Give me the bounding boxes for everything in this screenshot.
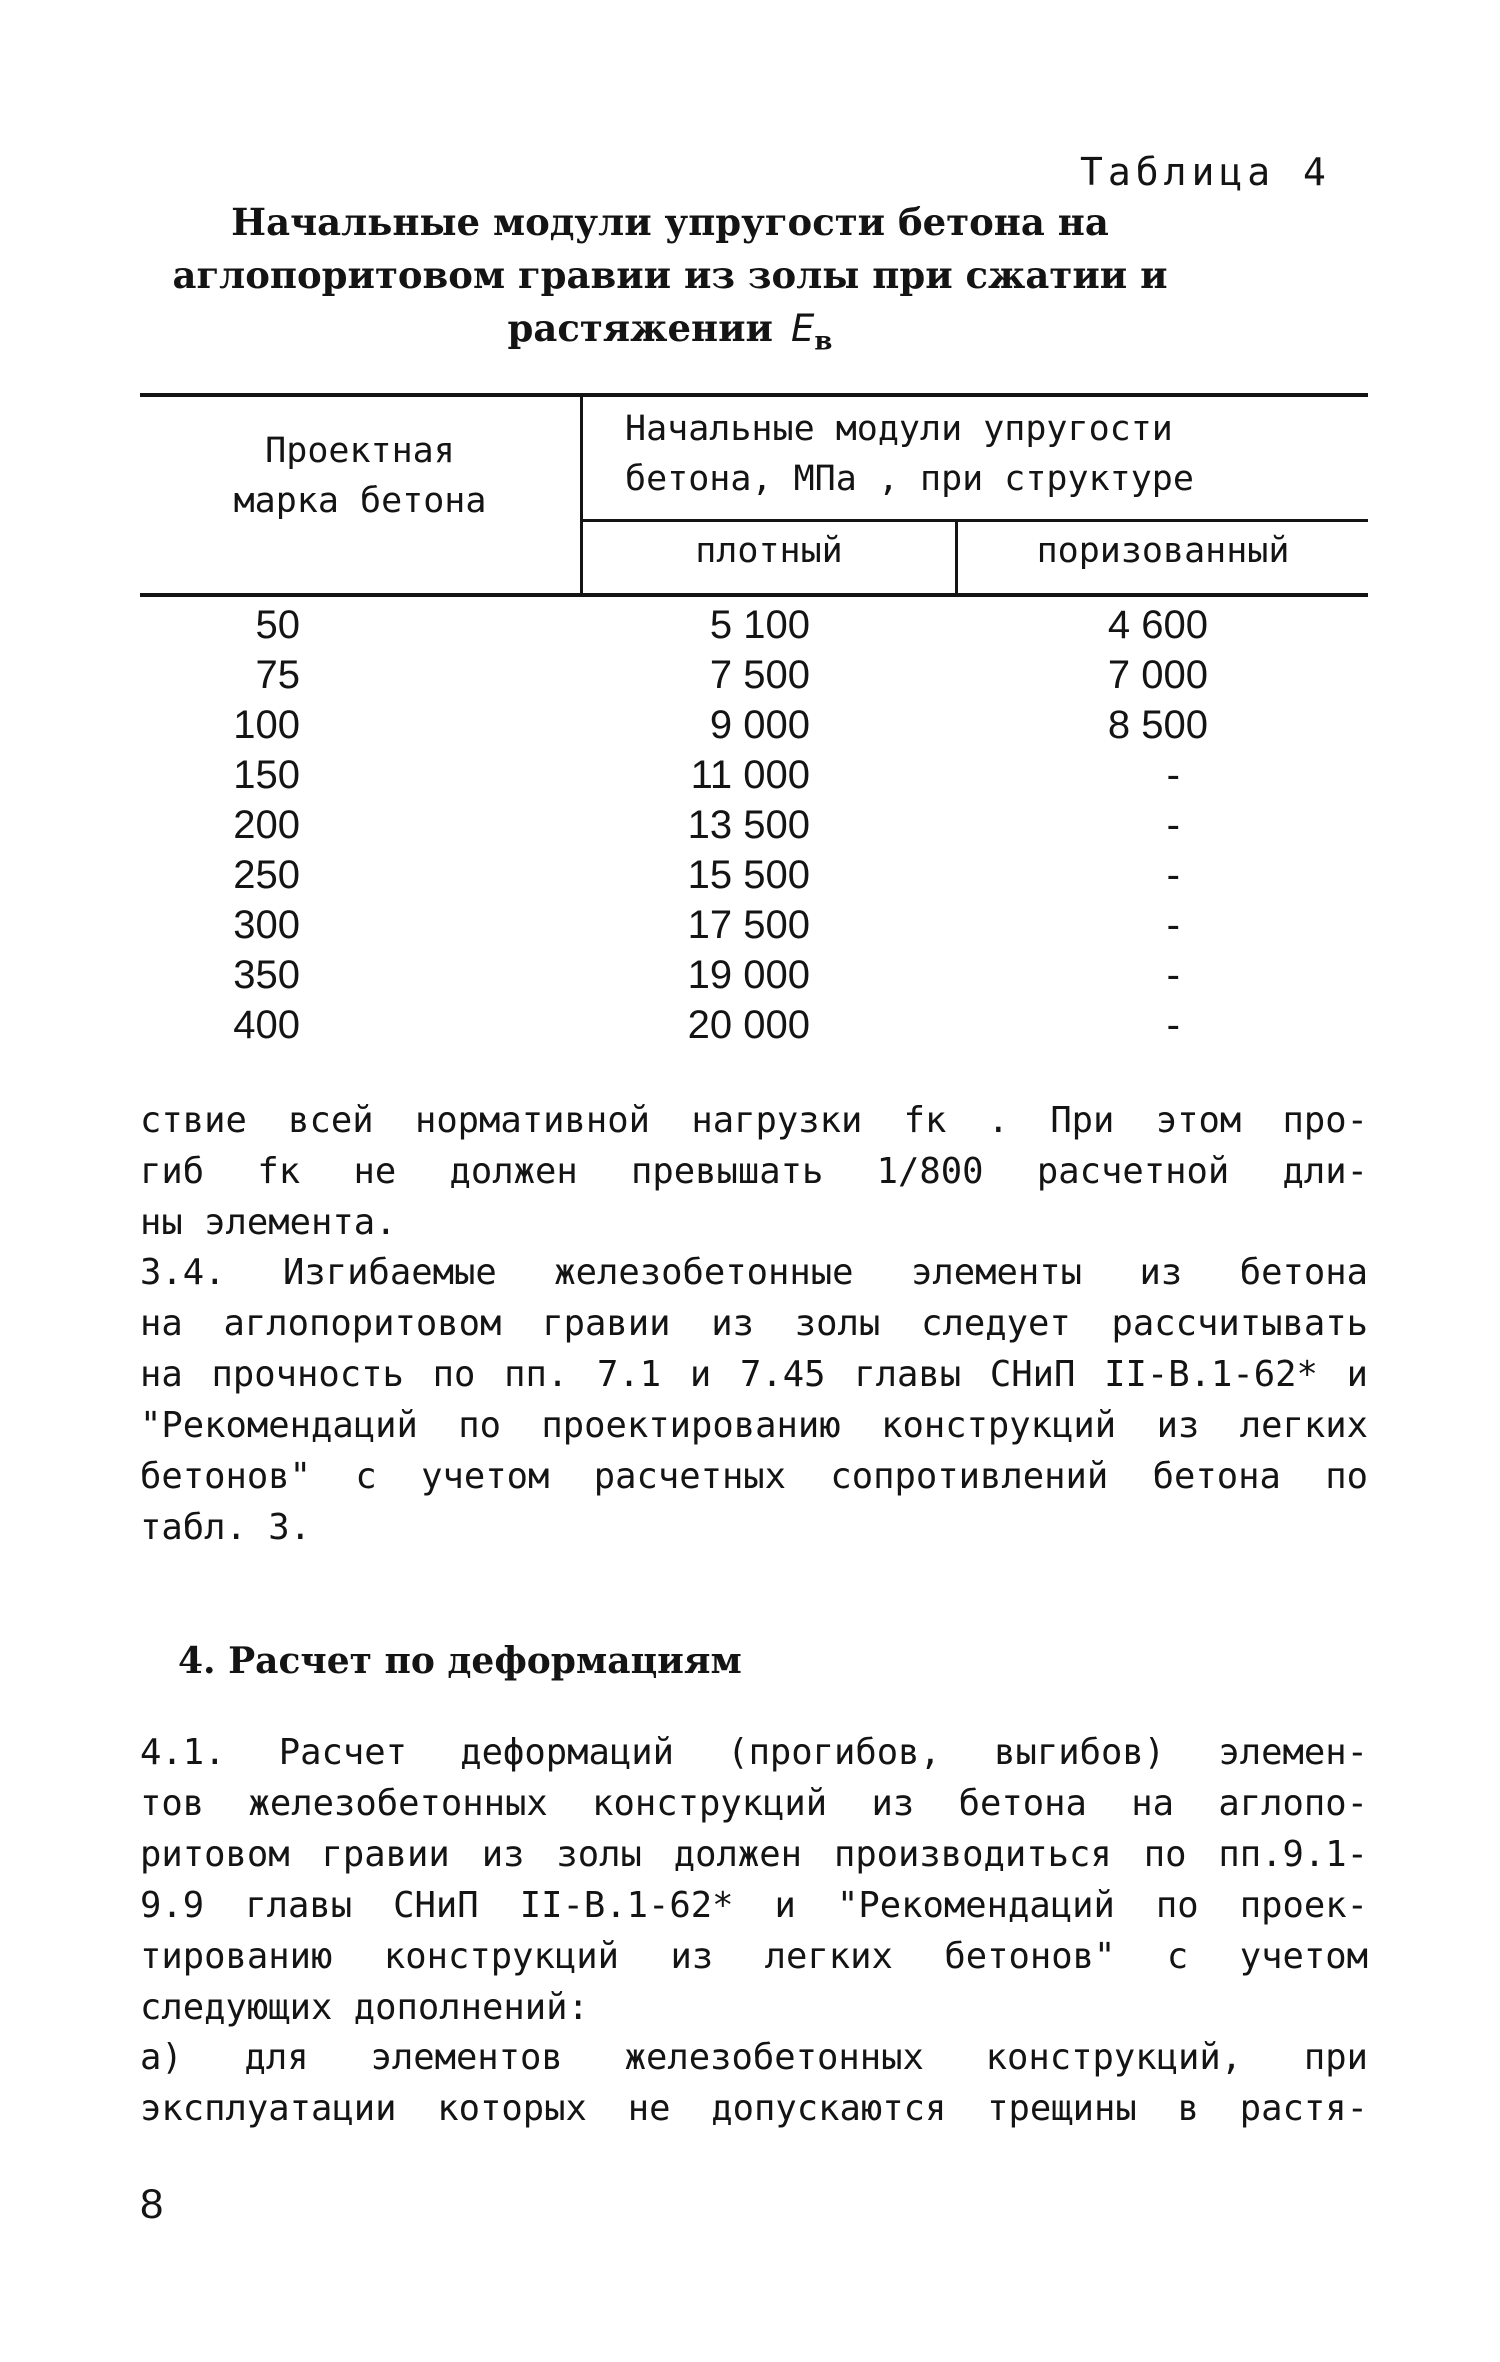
paragraph-3-4 xyxy=(140,1247,1368,1553)
header-grade xyxy=(140,426,580,526)
cell-porous: - xyxy=(1166,1003,1180,1047)
paragraph-a xyxy=(140,2032,1368,2134)
cell-porous: 4 600 xyxy=(1107,603,1208,647)
cell-porous: 7 000 xyxy=(1107,653,1208,697)
header-grade-line: Проектная xyxy=(265,431,455,471)
text-line: эксплуатации которых не допускаются трещины в растя- xyxy=(140,2088,1368,2129)
text-line: 3.4. Изгибаемые железобетонные элементы из бетона xyxy=(140,1252,1368,1293)
text-line: тированию конструкций из легких бетонов" с учетом xyxy=(140,1936,1368,1977)
cell-grade: 50 xyxy=(255,603,300,647)
text-line: табл. 3. xyxy=(140,1507,311,1548)
text-line: следующих дополнений: xyxy=(140,1987,589,2028)
cell-dense: 5 100 xyxy=(709,603,810,647)
text-line: а) для элементов железобетонных конструкций, при xyxy=(140,2037,1368,2078)
cell-grade: 300 xyxy=(233,903,300,947)
table-subheader-rule xyxy=(582,519,1368,522)
table-title-line: аглопоритовом гравии из золы при сжатии и xyxy=(172,253,1168,297)
cell-dense: 7 500 xyxy=(709,653,810,697)
cell-porous: - xyxy=(1166,753,1180,797)
cell-grade: 100 xyxy=(233,703,300,747)
header-grade-line: марка бетона xyxy=(233,481,487,521)
cell-dense: 20 000 xyxy=(687,1003,810,1047)
cell-grade: 200 xyxy=(233,803,300,847)
table-title-line xyxy=(140,302,1200,368)
text-line: тов железобетонных конструкций из бетона на аглопо- xyxy=(140,1783,1368,1824)
text-line: бетонов" с учетом расчетных сопротивлений бетона по xyxy=(140,1456,1368,1497)
table-title xyxy=(140,196,1200,368)
header-moduli-line: бетона, МПа , при структуре xyxy=(625,459,1194,499)
cell-grade: 250 xyxy=(233,853,300,897)
text-line: гиб fк не должен превышать 1/800 расчетной дли- xyxy=(140,1151,1368,1192)
cell-grade: 75 xyxy=(255,653,300,697)
cell-porous: - xyxy=(1166,953,1180,997)
cell-dense: 19 000 xyxy=(687,953,810,997)
table-label: Таблица 4 xyxy=(1080,150,1331,194)
paragraph-continuation xyxy=(140,1095,1368,1248)
header-porous: поризованный xyxy=(1036,531,1290,571)
cell-dense: 9 000 xyxy=(709,703,810,747)
table-header-bottom-rule xyxy=(140,593,1368,597)
page-number: 8 xyxy=(140,2180,164,2227)
text-line: на аглопоритовом гравии из золы следует рассчитывать xyxy=(140,1303,1368,1344)
text-line: 9.9 главы СНиП II-В.1-62* и "Рекомендаций по проек- xyxy=(140,1885,1368,1926)
cell-porous: - xyxy=(1166,853,1180,897)
cell-grade: 150 xyxy=(233,753,300,797)
modulus-subscript: в xyxy=(814,326,833,357)
cell-dense: 13 500 xyxy=(687,803,810,847)
header-moduli-line: Начальные модули упругости xyxy=(625,409,1173,449)
text-line: ны элемента. xyxy=(140,1202,397,1243)
text-line: на прочность по пп. 7.1 и 7.45 главы СНиП II-В.1-62* и xyxy=(140,1354,1368,1395)
modulus-symbol: E xyxy=(791,307,815,350)
table-title-text: растяжении xyxy=(507,306,774,350)
table-title-line: Начальные модули упругости бетона на xyxy=(231,200,1109,244)
text-line: 4.1. Расчет деформаций (прогибов, выгибов) элемен- xyxy=(140,1732,1368,1773)
header-moduli xyxy=(625,404,1194,504)
cell-dense: 17 500 xyxy=(687,903,810,947)
cell-porous: - xyxy=(1166,803,1180,847)
paragraph-4-1 xyxy=(140,1727,1368,2033)
cell-porous: - xyxy=(1166,903,1180,947)
table-top-rule xyxy=(140,393,1368,397)
text-line: "Рекомендаций по проектированию конструкций из легких xyxy=(140,1405,1368,1446)
text-line: ствие всей нормативной нагрузки fк . При этом про- xyxy=(140,1100,1368,1141)
cell-grade: 400 xyxy=(233,1003,300,1047)
text-line: ритовом гравии из золы должен производиться по пп.9.1- xyxy=(140,1834,1368,1875)
cell-dense: 15 500 xyxy=(687,853,810,897)
cell-porous: 8 500 xyxy=(1107,703,1208,747)
cell-dense: 11 000 xyxy=(690,753,810,797)
cell-grade: 350 xyxy=(233,953,300,997)
section-heading: 4. Расчет по деформациям xyxy=(178,1640,742,1682)
header-dense: плотный xyxy=(695,531,843,571)
